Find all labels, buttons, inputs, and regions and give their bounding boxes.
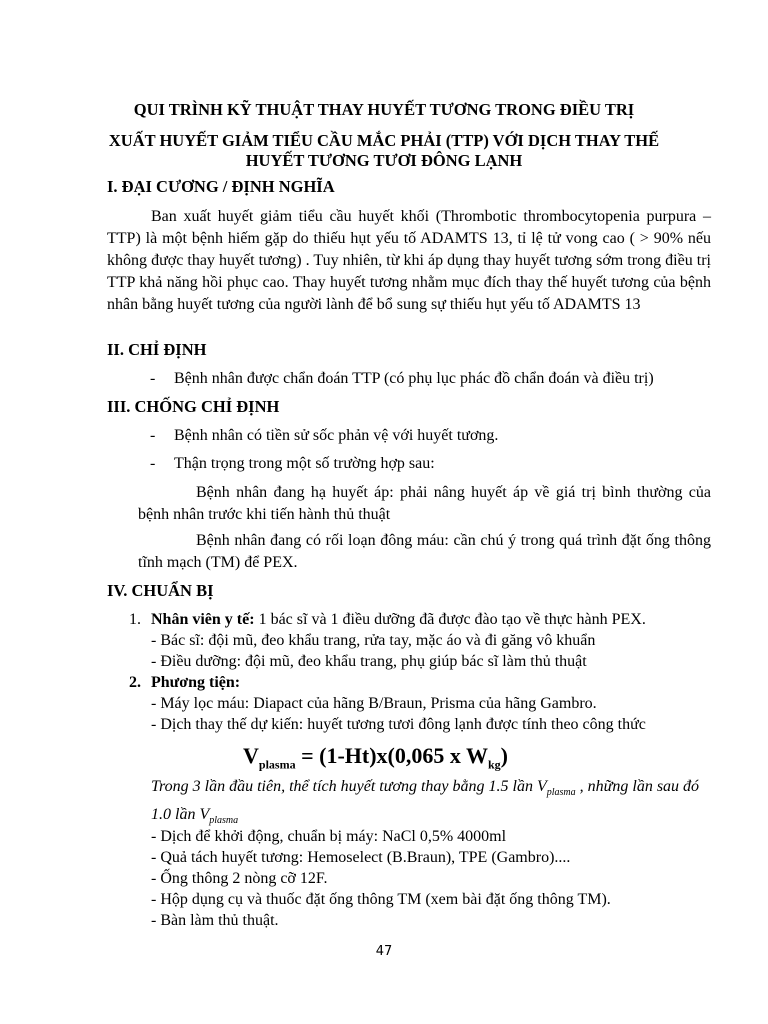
contraindication-subpara-1: [138, 482, 711, 526]
section-heading-contraindication: III. CHỐNG CHỈ ĐỊNH: [107, 397, 280, 416]
preparation-item-staff: [129, 609, 646, 630]
equipment-line-fluid: - Dịch thay thế dự kiến: huyết tương tươi đông lạnh được tính theo công thức: [151, 716, 646, 733]
item-number: 1.: [129, 611, 141, 628]
contraindication-subpara-1-text: Bệnh nhân đang hạ huyết áp: phải nâng huyết áp về giá trị bình thường của bệnh nhân trước khi tiến hành thủ thuật: [138, 484, 711, 523]
contraindication-subpara-2: [138, 530, 711, 574]
staff-line-nurse: - Điều dưỡng: đội mũ, đeo khẩu trang, phụ giúp bác sĩ làm thủ thuật: [151, 653, 587, 670]
contraindication-subpara-2-text: Bệnh nhân đang có rối loạn đông máu: cần chú ý trong quá trình đặt ống thông tĩnh mạch (TM) để PEX.: [138, 532, 711, 571]
plasma-volume-formula: $V_{plasma} = (1-Ht)x(0,065$ x $W_{kg}$): [243, 743, 508, 772]
preparation-item-equipment: [129, 672, 240, 693]
definition-paragraph: [107, 206, 711, 316]
definition-text: Ban xuất huyết giảm tiểu cầu huyết khối (Thrombotic thrombocytopenia purpura – TTP) là một bệnh hiếm gặp do thiếu hụt yếu tố ADAMTS 13, tỉ lệ tử vong cao ( > 90% nếu không được thay huyết tương) . Tuy nhiên, từ khi áp dụng thay huyết tương sớm trong điều trị TTP khả năng hồi phục cao. Thay huyết tương nhằm mục đích thay thế huyết tương của bệnh nhân bằng huyết tương của người lành để bổ sung sự thiếu hụt yếu tố ADAMTS 13: [107, 208, 711, 313]
contraindication-bullet-2-text: Thận trọng trong một số trường hợp sau:: [174, 455, 435, 472]
section-heading-indication: II. CHỈ ĐỊNH: [107, 340, 207, 359]
section-heading-definition: I. ĐẠI CƯƠNG / ĐỊNH NGHĨA: [107, 177, 335, 196]
formula-note: Trong 3 lần đầu tiên, thể tích huyết tương thay bằng 1.5 lần $V_{plasma}$ , những lần sau đó 1.0 lần $V_{plasma}$: [151, 778, 700, 827]
staff-label: Nhân viên y tế:: [151, 611, 255, 628]
equipment-line-kit: - Hộp dụng cụ và thuốc đặt ống thông TM (xem bài đặt ống thông TM).: [151, 891, 611, 908]
equipment-label: Phương tiện:: [151, 674, 241, 691]
equipment-line-machine: - Máy lọc máu: Diapact của hãng B/Braun, Prisma của hãng Gambro.: [151, 695, 597, 712]
document-title-line1: QUI TRÌNH KỸ THUẬT THAY HUYẾT TƯƠNG TRONG ĐIỀU TRỊ: [133, 100, 635, 119]
staff-text: 1 bác sĩ và 1 điều dưỡng đã được đào tạo về thực hành PEX.: [254, 611, 646, 628]
section-heading-preparation: IV. CHUẨN BỊ: [107, 581, 214, 600]
contraindication-bullet-1-text: Bệnh nhân có tiền sử sốc phản vệ với huyết tương.: [174, 427, 499, 444]
contraindication-bullet-2: - Thận trọng trong một số trường hợp sau:: [150, 455, 435, 472]
indication-bullet-text: Bệnh nhân được chẩn đoán TTP (có phụ lục phác đồ chẩn đoán và điều trị): [174, 370, 654, 387]
equipment-line-table: - Bàn làm thủ thuật.: [151, 912, 279, 929]
staff-line-doctor: - Bác sĩ: đội mũ, đeo khẩu trang, rửa tay, mặc áo và đi găng vô khuẩn: [151, 632, 596, 649]
indication-bullet: - Bệnh nhân được chẩn đoán TTP (có phụ lục phác đồ chẩn đoán và điều trị): [150, 370, 654, 387]
equipment-line-filter: - Quả tách huyết tương: Hemoselect (B.Braun), TPE (Gambro)....: [151, 849, 571, 866]
page-number: 47: [375, 944, 393, 959]
document-title-line2: XUẤT HUYẾT GIẢM TIỂU CẦU MẮC PHẢI (TTP) VỚI DỊCH THAY THẾ HUYẾT TƯƠNG TƯƠI ĐÔNG LẠNH: [108, 131, 660, 170]
equipment-line-catheter: - Ống thông 2 nòng cỡ 12F.: [151, 870, 328, 887]
contraindication-bullet-1: - Bệnh nhân có tiền sử sốc phản vệ với huyết tương.: [150, 427, 499, 444]
item-number: 2.: [129, 674, 141, 691]
equipment-line-priming: - Dịch để khởi động, chuẩn bị máy: NaCl 0,5% 4000ml: [151, 828, 507, 845]
